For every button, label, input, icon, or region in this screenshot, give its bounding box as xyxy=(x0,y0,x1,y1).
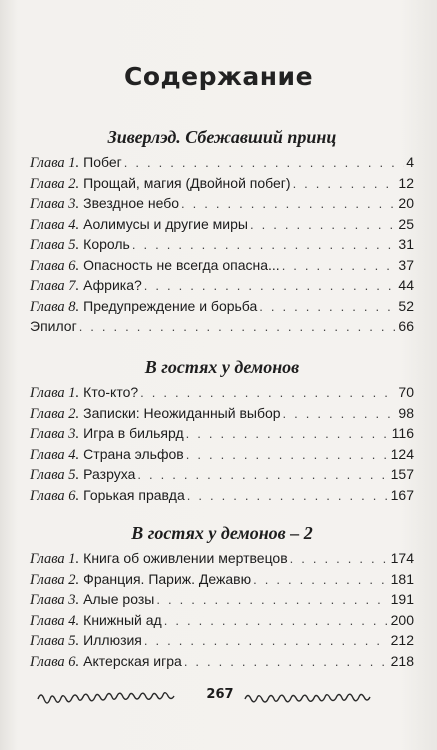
section-title: В гостях у демонов – 2 xyxy=(131,523,313,543)
chapter-title: Аолимусы и другие миры xyxy=(83,215,248,232)
toc-entry xyxy=(30,653,414,674)
leader-dots xyxy=(144,633,389,648)
toc-entry xyxy=(30,257,414,278)
chapter-title: Франция. Париж. Дежавю xyxy=(83,570,252,587)
chapter-label: Глава 3. xyxy=(30,426,80,442)
toc-entry xyxy=(30,298,414,319)
leader-dots xyxy=(250,217,396,232)
chapter-label: Глава 6. xyxy=(30,487,80,504)
chapter-title: Прощай, магия (Двойной побег) xyxy=(83,174,291,191)
leader-dots xyxy=(186,447,389,462)
section-title: В гостях у демонов xyxy=(144,357,300,377)
chapter-label: Глава 6. xyxy=(30,653,80,670)
chapter-title: Побег xyxy=(83,154,122,170)
page-ref: 191 xyxy=(390,591,414,607)
right-ornament-icon xyxy=(243,689,401,707)
toc-entry xyxy=(30,632,414,653)
toc-entry xyxy=(30,195,414,216)
epilogue-title: Эпилог xyxy=(30,318,77,334)
chapter-label: Глава 3. xyxy=(30,196,80,212)
chapter-title: Игра в бильярд xyxy=(83,425,184,441)
toc-entry xyxy=(30,571,414,592)
chapter-title: Африка? xyxy=(83,277,142,293)
chapter-title: Горькая правда xyxy=(83,486,185,503)
section-title: Зиверлэд. Сбежавший принц xyxy=(107,127,337,147)
toc-section-3 xyxy=(30,523,414,673)
page-ref: 20 xyxy=(398,195,414,211)
toc-entry xyxy=(30,318,414,339)
chapter-title: Актерская игра xyxy=(83,652,182,669)
toc-entry xyxy=(30,277,414,298)
leader-dots xyxy=(140,385,396,400)
chapter-label: Глава 4. xyxy=(30,216,80,233)
page-ref: 66 xyxy=(398,318,414,334)
leader-dots xyxy=(156,592,388,607)
leader-dots xyxy=(259,299,396,314)
page-ref: 31 xyxy=(398,236,414,252)
chapter-label: Глава 1. xyxy=(30,385,80,401)
chapter-title: Предупреждение и борьба xyxy=(83,297,258,314)
leader-dots xyxy=(253,572,389,587)
chapter-label: Глава 1. xyxy=(30,551,80,567)
page-ref: 70 xyxy=(398,384,414,400)
leader-dots xyxy=(124,155,404,170)
toc-entry xyxy=(30,405,414,426)
page-ref: 44 xyxy=(398,277,414,293)
chapter-title: Король xyxy=(83,236,130,252)
toc-entry xyxy=(30,154,414,175)
page-ref: 37 xyxy=(398,256,414,273)
toc-entry xyxy=(30,612,414,633)
chapter-title: Алые розы xyxy=(83,591,155,607)
toc-entry xyxy=(30,446,414,467)
chapter-label: Глава 2. xyxy=(30,405,80,422)
leader-dots xyxy=(144,278,397,293)
chapter-label: Глава 7. xyxy=(30,278,80,294)
chapter-label: Глава 3. xyxy=(30,592,80,608)
chapter-label: Глава 5. xyxy=(30,633,80,649)
toc-entry xyxy=(30,550,414,571)
leader-dots xyxy=(282,258,397,273)
page-ref: 167 xyxy=(390,486,414,503)
chapter-title: Кто-кто? xyxy=(83,384,139,400)
leader-dots xyxy=(184,654,389,669)
leader-dots xyxy=(181,196,396,211)
left-ornament-icon xyxy=(36,689,194,707)
toc-entry xyxy=(30,216,414,237)
chapter-label: Глава 1. xyxy=(30,155,80,171)
toc-entry xyxy=(30,384,414,405)
page-ref: 200 xyxy=(390,611,414,628)
chapter-label: Глава 4. xyxy=(30,612,80,629)
toc-entry xyxy=(30,487,414,508)
page-number: 267 xyxy=(206,687,234,702)
toc-entry xyxy=(30,236,414,257)
leader-dots xyxy=(187,488,389,503)
chapter-title: Разруха xyxy=(83,466,136,482)
leader-dots xyxy=(132,237,397,252)
page-ref: 157 xyxy=(390,466,414,482)
chapter-label: Глава 6. xyxy=(30,257,80,274)
chapter-label: Глава 5. xyxy=(30,237,80,253)
page-ref: 174 xyxy=(390,550,414,566)
page-ref: 181 xyxy=(390,570,414,587)
chapter-title: Иллюзия xyxy=(83,632,142,648)
chapter-title: Опасность не всегда опасна... xyxy=(83,256,280,273)
chapter-title: Книжный ад xyxy=(83,611,162,628)
leader-dots xyxy=(293,176,397,191)
chapter-label: Глава 4. xyxy=(30,446,80,463)
leader-dots xyxy=(283,406,397,421)
chapter-title: Книга об оживлении мертвецов xyxy=(83,550,288,566)
chapter-label: Глава 2. xyxy=(30,571,80,588)
page-ref: 12 xyxy=(398,174,414,191)
page-ref: 52 xyxy=(398,297,414,314)
chapter-label: Глава 2. xyxy=(30,175,80,192)
leader-dots xyxy=(137,467,388,482)
toc-entry xyxy=(30,425,414,446)
chapter-title: Записки: Неожиданный выбор xyxy=(83,404,281,421)
page-ref: 25 xyxy=(398,215,414,232)
page-ref: 124 xyxy=(390,445,414,462)
toc-section-2 xyxy=(30,357,414,507)
page-ref: 218 xyxy=(390,652,414,669)
leader-dots xyxy=(186,426,390,441)
page-ref: 4 xyxy=(406,154,414,170)
page-ref: 212 xyxy=(390,632,414,648)
chapter-label: Глава 8. xyxy=(30,298,80,315)
leader-dots xyxy=(164,613,389,628)
chapter-title: Страна эльфов xyxy=(83,445,184,462)
toc-section-1 xyxy=(30,127,414,339)
leader-dots xyxy=(290,551,389,566)
page-ref: 116 xyxy=(391,425,414,441)
page-title: Содержание xyxy=(123,62,314,91)
toc-entry xyxy=(30,175,414,196)
leader-dots xyxy=(79,319,397,334)
chapter-label: Глава 5. xyxy=(30,467,80,483)
page-footer xyxy=(0,683,437,713)
toc-entry xyxy=(30,466,414,487)
chapter-title: Звездное небо xyxy=(83,195,180,211)
page-ref: 98 xyxy=(398,404,414,421)
toc-entry xyxy=(30,591,414,612)
